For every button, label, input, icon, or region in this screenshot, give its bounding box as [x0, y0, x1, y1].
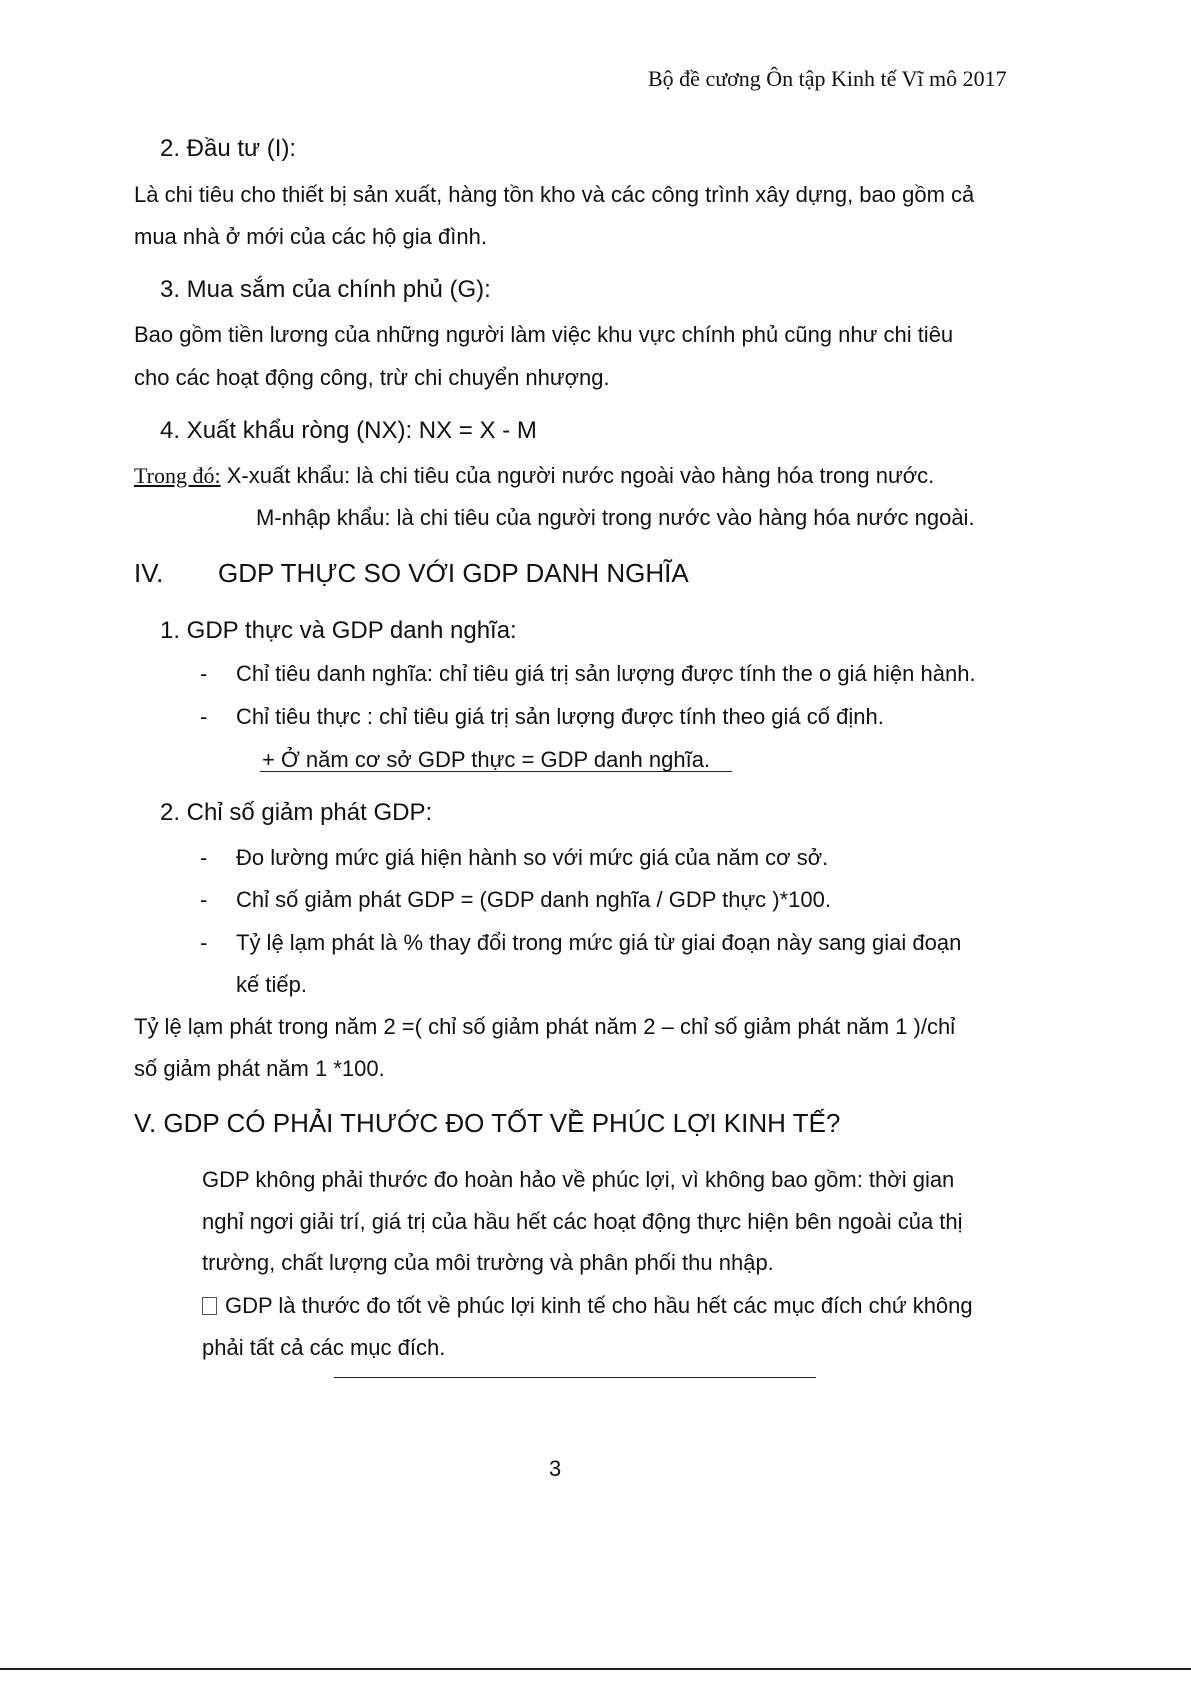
conclusion-line2: phải tất cả các mục đích. [202, 1335, 446, 1360]
bullet-dash: - [200, 704, 208, 729]
net-exports-heading: 4. Xuất khẩu ròng (NX): NX = X - M [160, 417, 537, 444]
conclusion-text: GDP là thước đo tốt về phúc lợi kinh tế cho hầu hết các mục đích chứ không [225, 1293, 973, 1318]
section-iv-title: GDP THỰC SO VỚI GDP DANH NGHĨA [218, 558, 689, 588]
bullet-dash: - [200, 661, 208, 686]
bullet-dash: - [200, 887, 208, 912]
investment-text-line2: mua nhà ở mới của các hộ gia đình. [134, 224, 487, 249]
section-v-title: V. GDP CÓ PHẢI THƯỚC ĐO TỐT VỀ PHÚC LỢI KINH TẾ? [134, 1108, 841, 1138]
export-definition: X-xuất khẩu: là chi tiêu của người nước ngoài vào hàng hóa trong nước. [220, 463, 935, 488]
section-iv-numeral: IV. [134, 558, 164, 588]
end-of-section-divider [334, 1377, 816, 1378]
welfare-paragraph-line3: trường, chất lượng của môi trường và phân phối thu nhập. [202, 1250, 774, 1275]
page-bottom-border [0, 1668, 1191, 1670]
inflation-formula-line1: Tỷ lệ lạm phát trong năm 2 =( chỉ số giảm phát năm 2 – chỉ số giảm phát năm 1 )/chỉ [134, 1014, 956, 1039]
import-definition: M-nhập khẩu: là chi tiêu của người trong nước vào hàng hóa nước ngoài. [256, 505, 975, 530]
where-label: Trong đó: [134, 463, 221, 488]
page-header: Bộ đề cương Ôn tập Kinh tế Vĩ mô 2017 [648, 66, 1007, 91]
welfare-paragraph-line2: nghỉ ngơi giải trí, giá trị của hầu hết các hoạt động thực hiện bên ngoài của thị [202, 1209, 963, 1234]
conclusion-line1 [202, 1293, 973, 1319]
base-year-note: + Ở năm cơ sở GDP thực = GDP danh nghĩa. [262, 747, 711, 772]
nominal-indicator-bullet: Chỉ tiêu danh nghĩa: chỉ tiêu giá trị sản lượng được tính the o giá hiện hành. [236, 661, 976, 686]
real-nominal-heading: 1. GDP thực và GDP danh nghĩa: [160, 617, 517, 644]
deflator-bullet-2: Chỉ số giảm phát GDP = (GDP danh nghĩa / GDP thực )*100. [236, 887, 831, 912]
bullet-dash: - [200, 845, 208, 870]
inflation-bullet-line1: Tỷ lệ lạm phát là % thay đổi trong mức giá từ giai đoạn này sang giai đoạn [236, 930, 962, 955]
government-heading: 3. Mua sắm của chính phủ (G): [160, 276, 491, 303]
government-text-line1: Bao gồm tiền lương của những người làm việc khu vực chính phủ cũng như chi tiêu [134, 322, 954, 347]
net-exports-export-line [134, 463, 934, 489]
page-number: 3 [549, 1456, 562, 1481]
base-year-note-underline [260, 771, 732, 772]
checkbox-icon [202, 1297, 217, 1315]
deflator-bullet-1: Đo lường mức giá hiện hành so với mức giá của năm cơ sở. [236, 845, 829, 870]
investment-text-line1: Là chi tiêu cho thiết bị sản xuất, hàng tồn kho và các công trình xây dựng, bao gồm cả [134, 182, 975, 207]
welfare-paragraph-line1: GDP không phải thước đo hoàn hảo về phúc lợi, vì không bao gồm: thời gian [202, 1167, 955, 1192]
bullet-dash: - [200, 930, 208, 955]
deflator-heading: 2. Chỉ số giảm phát GDP: [160, 799, 433, 826]
government-text-line2: cho các hoạt động công, trừ chi chuyển nhượng. [134, 365, 610, 390]
inflation-bullet-line2: kế tiếp. [236, 972, 307, 997]
inflation-formula-line2: số giảm phát năm 1 *100. [134, 1056, 385, 1081]
investment-heading: 2. Đầu tư (I): [160, 135, 297, 162]
real-indicator-bullet: Chỉ tiêu thực : chỉ tiêu giá trị sản lượng được tính theo giá cố định. [236, 704, 884, 729]
